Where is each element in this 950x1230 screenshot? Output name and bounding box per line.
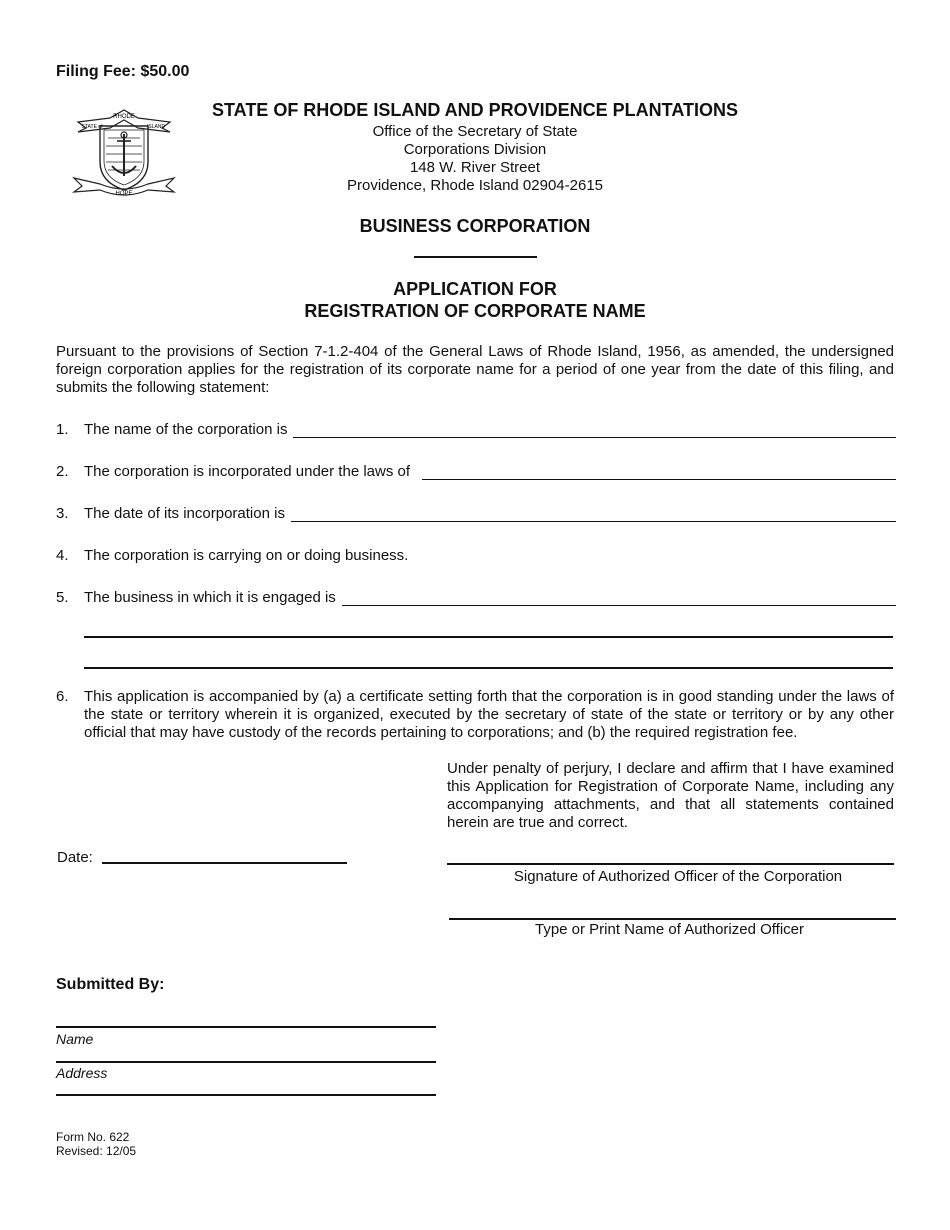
item-label: The date of its incorporation is [84,505,285,522]
form-title-line2: REGISTRATION OF CORPORATE NAME [304,301,646,321]
item-incorporation-laws [56,463,896,480]
seal-top-text: RHODE [113,114,135,120]
signature-caption: Signature of Authorized Officer of the Corporation [513,868,843,885]
print-name-caption: Type or Print Name of Authorized Officer [534,921,804,938]
seal-right-text: ISLAND [146,124,166,130]
item-number: 5. [56,589,69,606]
filing-fee: Filing Fee: $50.00 [56,63,190,80]
item-number: 2. [56,463,69,480]
business-engaged-line-3[interactable] [84,667,893,669]
street-line: 148 W. River Street [409,159,541,176]
item-number: 4. [56,547,69,564]
submitter-address-field[interactable] [56,1061,436,1063]
office-line: Office of the Secretary of State [372,123,578,140]
incorporation-laws-field[interactable] [422,465,896,480]
seal-bottom-text: HOPE [115,191,133,197]
item-label: The name of the corporation is [84,421,288,438]
item-doing-business [56,547,896,564]
item-corporation-name [56,421,896,438]
submitter-name-field[interactable] [56,1026,436,1028]
date-field[interactable] [102,862,347,864]
intro-paragraph: Pursuant to the provisions of Section 7-1.2-404 of the General Laws of Rhode Island, 1956, as amended, the undersigned foreign corporation applies for the registration of its corporate name for a period of one year from the date of this filing, and submits the following statement: [56,343,894,396]
item-attachments [56,688,894,742]
state-title: STATE OF RHODE ISLAND AND PROVIDENCE PLANTATIONS [211,100,738,120]
section-divider [414,256,537,258]
state-seal-icon [70,104,178,200]
corporation-name-field[interactable] [293,423,896,438]
item-label: The corporation is carrying on or doing business. [84,547,409,564]
date-label: Date: [57,849,93,866]
division-line: Corporations Division [403,141,547,158]
submitter-address-label: Address [56,1065,108,1081]
item-label: The business in which it is engaged is [84,589,336,606]
form-revision: Revised: 12/05 [56,1144,137,1158]
submitter-name-label: Name [56,1031,94,1047]
seal-left-text: STATE of [81,124,103,130]
form-title-line1: APPLICATION FOR [393,279,557,299]
item-incorporation-date [56,505,896,522]
item-number: 3. [56,505,69,522]
section-heading: BUSINESS CORPORATION [359,216,591,236]
submitter-address-line-2[interactable] [56,1094,436,1096]
item-number: 6. [56,688,69,705]
signature-field[interactable] [447,863,894,865]
perjury-declaration: Under penalty of perjury, I declare and affirm that I have examined this Application for Registration of Corporate Name, including any accompanying attachments, and that all statements contained herein are true and correct. [447,760,894,831]
business-engaged-field[interactable] [342,591,896,606]
city-line: Providence, Rhode Island 02904-2615 [346,177,604,194]
item-business-engaged [56,589,896,606]
business-engaged-line-2[interactable] [84,636,893,638]
submitted-by-heading: Submitted By: [56,976,165,993]
incorporation-date-field[interactable] [291,507,896,522]
item-label: The corporation is incorporated under the laws of [84,463,411,480]
item-label: This application is accompanied by (a) a certificate setting forth that the corporation is in good standing under the laws of the state or territory wherein it is organized, executed by the secretary of state of the state or territory or by any other official that may have custody of the records pertaining to corporations; and (b) the required registration fee. [84,688,894,741]
form-number: Form No. 622 [56,1130,130,1144]
item-number: 1. [56,421,69,438]
print-name-field[interactable] [449,918,896,920]
